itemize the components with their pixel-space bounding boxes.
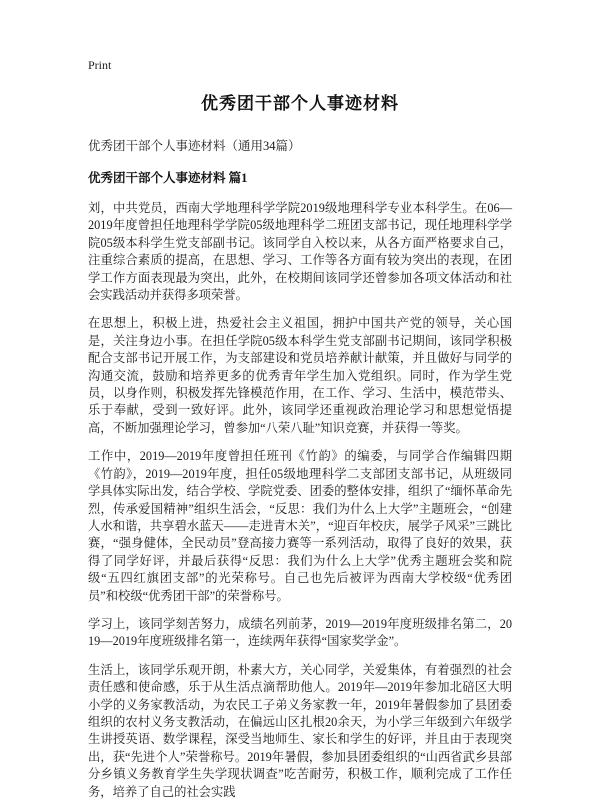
section-heading: 优秀团干部个人事迹材料 篇1 xyxy=(88,171,248,185)
article-body xyxy=(88,200,512,801)
doc-subtitle: 优秀团干部个人事迹材料（通用34篇） xyxy=(88,139,301,153)
print-link[interactable]: Print xyxy=(88,58,112,72)
paragraph: 在思想上，积极上进，热爱社会主义祖国，拥护中国共产党的领导，关心国是，关注身边小事。在担任学院05级本科学生党支部副书记期间，该同学积极配合支部书记开展工作，为支部建设和党员培养献计献策，并且做好与同学的沟通交流，鼓励和培养更多的优秀青年学生加入党组织。同时，作为学生党员，以身作则，积极发挥先锋模范作用，在工作、学习、生活中，模范带头、乐于奉献，受到一致好评。此外，该同学还重视政治理论学习和思想觉悟提高，不断加强理论学习，曾参加“八荣八耻”知识竞赛，并获得一等奖。 xyxy=(88,316,512,435)
page-title: 优秀团干部个人事迹材料 xyxy=(201,94,399,113)
paragraph: 生活上，该同学乐观开朗，朴素大方，关心同学，关爱集体，有着强烈的社会责任感和使命感，乐于从生活点滴帮助他人。2019年—2019年参加北碚区大明小学的义务家教活动，为农民工子弟义务家教一年，2019年暑假参加了县团委组织的农村义务支教活动，在偏远山区扎根20余天，为小学三年级到六年级学生讲授英语、数学课程，深受当地师生、家长和学生的好评，并且由于表现突出，获“先进个人”荣誉称号。2019年暑假，参加县团委组织的“山西省武乡县部分乡镇义务教育学生失学现状调查”吃苦耐劳，积极工作，顺利完成了工作任务，培养了自己的社会实践 xyxy=(88,662,512,799)
paragraph: 刘，中共党员，西南大学地理科学学院2019级地理科学专业本科学生。在06—2019年度曾担任地理科学学院05级地理科学二班团支部书记，现任地理科学学院05级本科学生党支部副书记。该同学自入校以来，从各方面严格要求自己，注重综合素质的提高，在思想、学习、工作等各方面有较为突出的表现，在团学工作方面表现最为突出，此外，在校期间该同学还曾参加各项文体活动和社会实践活动并获得多项荣誉。 xyxy=(88,201,512,303)
paragraph: 工作中，2019—2019年度曾担任班刊《竹韵》的编委，与同学合作编辑四期《竹韵》，2019—2019年度，担任05级地理科学二支部团支部书记，从班级同学具体实际出发，结合学校、学院党委、团委的整体安排，组织了“缅怀革命先烈，传承爱国精神”组织生活会，“反思：我们为什么上大学”主题班会，“创建人水和谐，共享碧水蓝天——走进青木关”，“迎百年校庆，展学子风采”三跳比赛，“强身健体，全民动员”登高接力赛等一系列活动，取得了良好的效果，获得了同学好评，并最后获得“反思：我们为什么上大学”优秀主题班会奖和院级“五四红旗团支部”的光荣称号。自己也先后被评为西南大学校级“优秀团员”和校级“优秀团干部”的荣誉称号。 xyxy=(88,449,512,603)
paragraph: 学习上，该同学刻苦努力，成绩名列前茅，2019—2019年度班级排名第二，2019—2019年度班级排名第一，连续两年获得“国家奖学金”。 xyxy=(88,616,512,649)
